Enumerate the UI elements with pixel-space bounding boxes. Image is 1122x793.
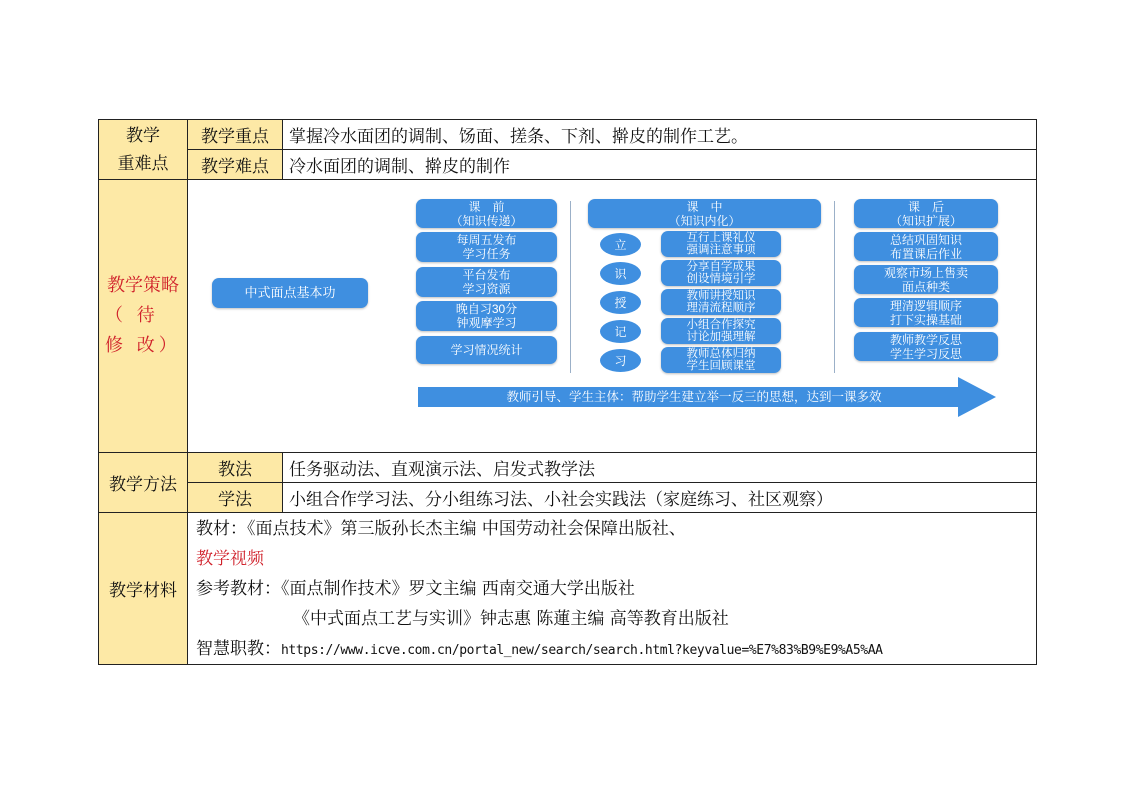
during-item-text: 教师讲授知识 理清流程顺序 — [686, 290, 756, 314]
before-item — [416, 232, 557, 262]
before-item — [416, 301, 557, 331]
during-step-label: 识 — [614, 267, 627, 281]
during-item — [661, 289, 781, 315]
before-title: 课 前 — [468, 199, 505, 214]
after-item-text: 教师教学反思 学生学习反思 — [889, 332, 962, 361]
divider-line — [570, 201, 571, 373]
after-item — [854, 232, 998, 261]
difficult-points-text: 冷水面团的调制、擀皮的制作 — [283, 150, 1037, 180]
during-item — [661, 260, 781, 286]
strategy-label — [99, 180, 188, 453]
methods-label: 教学方法 — [99, 453, 188, 513]
materials-line: 参考教材：《面点制作技术》罗文主编 西南交通大学出版社 — [196, 579, 635, 599]
strategy-label-note: （ 待 修 改） — [105, 305, 181, 356]
during-step-oval — [600, 291, 641, 314]
before-item — [416, 267, 557, 297]
lesson-plan-table — [98, 119, 1037, 665]
during-item-text: 教师总体归纳 学生回顾课堂 — [686, 348, 756, 372]
banner-text: 教师引导、学生主体：帮助学生建立举一反三的思想，达到一课多效 — [506, 390, 882, 404]
after-title: 课 后 — [907, 199, 944, 214]
during-step-oval — [600, 320, 641, 343]
during-step-label: 授 — [614, 296, 627, 310]
after-item — [854, 298, 998, 327]
during-item — [661, 318, 781, 344]
root-box-label: 中式面点基本功 — [244, 285, 336, 300]
after-item-text: 理清逻辑顺序 打下实操基础 — [889, 298, 962, 327]
during-title: 课 中 — [686, 199, 723, 214]
before-item-text: 晚自习30分 钟观摩学习 — [455, 302, 518, 330]
materials-video-link[interactable]: 教学视频 — [196, 549, 264, 569]
during-item-text: 分享自学成果 创设情境引学 — [686, 261, 756, 285]
materials-url-label: 智慧职教： — [196, 639, 281, 659]
during-step-label: 习 — [614, 354, 627, 368]
before-header — [416, 199, 557, 228]
strategy-label-text: 教学策略 — [107, 275, 179, 296]
after-subtitle: （知识扩展） — [889, 213, 962, 228]
during-item — [661, 231, 781, 257]
materials-label: 教学材料 — [99, 513, 188, 665]
during-item — [661, 347, 781, 373]
key-points-text: 掌握冷水面团的调制、饧面、搓条、下剂、擀皮的制作工艺。 — [283, 120, 1037, 150]
during-subtitle: （知识内化） — [668, 213, 741, 228]
materials-url-line — [188, 634, 1036, 664]
during-step-oval — [600, 349, 641, 372]
teach-method-label: 教法 — [188, 453, 283, 483]
materials-url-link[interactable]: https://www.icve.com.cn/portal_new/search/search.html?keyvalue=%E7%83%B9%E9%A5%AA — [281, 643, 883, 658]
key-difficult-label-line1: 教学 — [126, 125, 160, 146]
during-header — [588, 199, 821, 228]
root-box — [212, 278, 368, 308]
during-item-text: 小组合作探究 讨论加强理解 — [686, 319, 756, 343]
materials-cell — [188, 513, 1037, 665]
after-header — [854, 199, 998, 228]
during-step-label: 记 — [614, 325, 627, 339]
strategy-diagram — [202, 186, 1032, 444]
during-item-text: 互行上课礼仪 强调注意事项 — [686, 232, 756, 256]
key-points-label: 教学重点 — [188, 120, 283, 150]
after-item-text: 总结巩固知识 布置课后作业 — [889, 232, 962, 261]
learn-method-label: 学法 — [188, 483, 283, 513]
divider-line — [834, 201, 835, 373]
teach-method-text: 任务驱动法、直观演示法、启发式教学法 — [283, 453, 1037, 483]
before-item — [416, 336, 557, 364]
learn-method-text: 小组合作学习法、分小组练习法、小社会实践法（家庭练习、社区观察） — [283, 483, 1037, 513]
after-item — [854, 265, 998, 294]
before-item-text: 平台发布 学习资源 — [462, 268, 511, 296]
difficult-points-label: 教学难点 — [188, 150, 283, 180]
before-subtitle: （知识传递） — [450, 213, 523, 228]
before-item-text: 学习情况统计 — [450, 343, 523, 357]
key-difficult-label-line2: 重难点 — [117, 153, 169, 174]
key-difficult-label — [99, 120, 188, 180]
materials-line: 《中式面点工艺与实训》钟志惠 陈蓮主编 高等教育出版社 — [293, 609, 729, 629]
before-item-text: 每周五发布 学习任务 — [456, 233, 517, 261]
strategy-diagram-cell — [188, 180, 1037, 453]
during-step-oval — [600, 233, 641, 256]
after-item — [854, 332, 998, 361]
during-step-oval — [600, 262, 641, 285]
during-step-label: 立 — [614, 238, 627, 252]
materials-line: 教材：《面点技术》第三版孙长杰主编 中国劳动社会保障出版社、 — [196, 519, 686, 539]
after-item-text: 观察市场上售卖 面点种类 — [883, 265, 968, 294]
